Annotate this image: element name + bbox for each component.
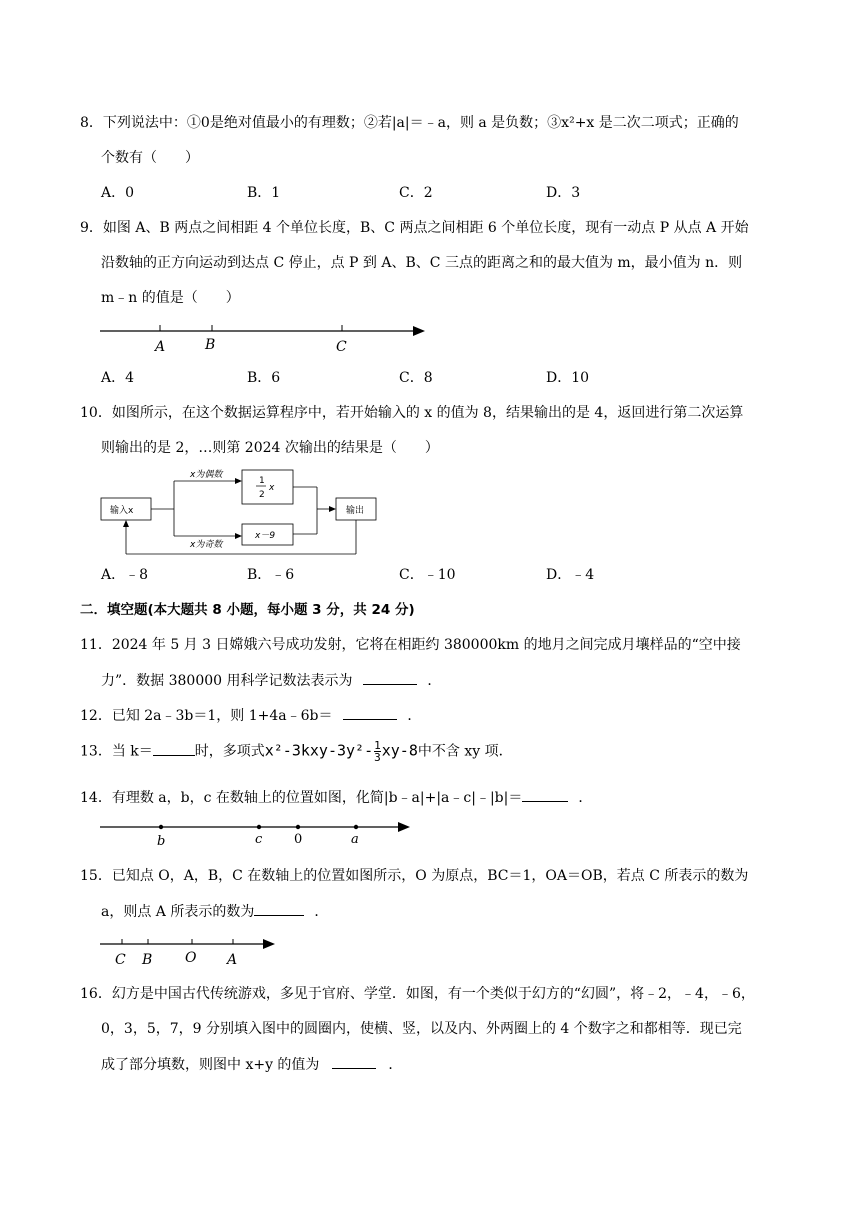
q13-expression-2: xy-8 bbox=[381, 741, 418, 760]
q10-option-d[interactable]: D．﹣4 bbox=[546, 567, 595, 583]
q8-line-1: 8．下列说法中：①0是绝对值最小的有理数；②若|a|＝﹣a，则 a 是负数；③x²+x 是二次二项式；正确的 bbox=[80, 115, 739, 131]
q10-option-c[interactable]: C．﹣10 bbox=[399, 567, 456, 583]
q15-label-c: C bbox=[115, 952, 126, 968]
q10-option-a[interactable]: A．﹣8 bbox=[101, 567, 149, 583]
q14-end: ． bbox=[578, 790, 593, 806]
q13-text-pre: 13．当 k＝ bbox=[80, 743, 153, 760]
flow-input-label: 输入x bbox=[110, 506, 134, 516]
q10-options bbox=[0, 565, 868, 585]
q8-line-2: 个数有（ ） bbox=[101, 150, 199, 166]
q13-fraction bbox=[374, 740, 381, 763]
q10-option-b[interactable]: B．﹣6 bbox=[247, 567, 295, 583]
q10-line-1: 10．如图所示，在这个数据运算程序中，若开始输入的 x 的值为 8，结果输出的是 4，返回进行第二次运算 bbox=[80, 405, 744, 421]
flow-half-den: 2 bbox=[259, 490, 265, 500]
q16-answer-blank[interactable] bbox=[332, 1054, 376, 1069]
q8-option-d[interactable]: D．3 bbox=[546, 185, 581, 201]
q13-line bbox=[80, 740, 513, 763]
q14-label-a: a bbox=[351, 832, 359, 847]
flow-minus-expr: x－9 bbox=[255, 531, 276, 541]
q9-line-2: 沿数轴的正方向运动到达点 C 停止，点 P 到 A、B、C 三点的距离之和的最大值为 m，最小值为 n．则 bbox=[101, 255, 743, 271]
q9-label-c: C bbox=[336, 339, 347, 355]
q12-end: ． bbox=[407, 708, 422, 724]
q13-text-post: 中不含 xy 项． bbox=[417, 743, 513, 760]
q9-label-b: B bbox=[205, 337, 216, 353]
q15-answer-blank[interactable] bbox=[254, 901, 304, 916]
q11-line-2-end: ． bbox=[427, 673, 442, 689]
q15-axis-arrow bbox=[263, 939, 275, 949]
q14-point-0 bbox=[296, 825, 300, 829]
q11-line-2-text: 力”．数据 380000 用科学记数法表示为 bbox=[101, 673, 353, 689]
q12-text: 12．已知 2a﹣3b＝1，则 1+4a﹣6b＝ bbox=[80, 708, 333, 724]
q8-options bbox=[0, 183, 868, 203]
q13-text-mid: 时，多项式 bbox=[194, 743, 265, 760]
q11-line-1: 11．2024 年 5 月 3 日嫦娥六号成功发射，它将在相距约 380000km 的地月之间完成月壤样品的“空中接 bbox=[80, 637, 741, 653]
q14-number-line bbox=[95, 815, 420, 851]
q12-line bbox=[80, 705, 421, 726]
q9-option-c[interactable]: C．8 bbox=[399, 370, 433, 386]
q14-label-c: c bbox=[255, 832, 263, 847]
q16-line-2: 0，3，5，7，9 分别填入图中的圆圈内，使横、竖，以及内、外两圈上的 4 个数字之和都相等．现已完 bbox=[101, 1021, 742, 1037]
q15-line-2-end: ． bbox=[314, 904, 329, 920]
q13-frac-den: 3 bbox=[374, 751, 381, 764]
q11-line-2 bbox=[101, 670, 441, 691]
flow-odd-label: x为奇数 bbox=[190, 540, 223, 550]
q14-point-a bbox=[354, 825, 358, 829]
q9-option-d[interactable]: D．10 bbox=[546, 370, 590, 386]
q14-axis-arrow bbox=[398, 822, 410, 832]
q16-line-3-text: 成了部分填数，则图中 x+y 的值为 bbox=[101, 1057, 320, 1073]
q9-number-line bbox=[95, 318, 435, 358]
q10-flowchart bbox=[98, 468, 388, 560]
q15-line-2 bbox=[101, 901, 328, 922]
q9-label-a: A bbox=[155, 339, 166, 355]
q8-option-b[interactable]: B．1 bbox=[247, 185, 281, 201]
q15-line-1: 15．已知点 O，A，B，C 在数轴上的位置如图所示，O 为原点，BC＝1，OA＝OB，若点 C 所表示的数为 bbox=[80, 868, 749, 884]
flow-half-num: 1 bbox=[259, 476, 265, 486]
q10-line-2: 则输出的是 2，…则第 2024 次输出的结果是（ ） bbox=[101, 440, 439, 456]
q15-line-2-text: a，则点 A 所表示的数为 bbox=[101, 904, 255, 920]
q14-line bbox=[80, 787, 592, 808]
q15-number-line bbox=[95, 933, 285, 969]
q16-line-3-end: ． bbox=[388, 1057, 403, 1073]
q12-answer-blank[interactable] bbox=[343, 705, 397, 720]
q13-frac-num: 1 bbox=[374, 739, 381, 752]
q9-axis-arrow bbox=[413, 326, 425, 336]
q14-point-c bbox=[257, 825, 261, 829]
q9-option-a[interactable]: A．4 bbox=[101, 370, 135, 386]
q13-answer-blank[interactable] bbox=[153, 741, 195, 756]
q16-line-1: 16．幻方是中国古代传统游戏，多见于官府、学堂．如图，有一个类似于幻方的“幻圆”，将﹣2，﹣4，﹣6， bbox=[80, 986, 755, 1002]
flow-output-label: 输出 bbox=[346, 506, 365, 516]
flow-half-var: x bbox=[269, 483, 275, 493]
flow-half-box bbox=[242, 470, 293, 504]
q14-text: 14．有理数 a，b，c 在数轴上的位置如图，化简|b﹣a|+|a﹣c|﹣|b|＝ bbox=[80, 790, 523, 806]
q15-label-o: O bbox=[185, 950, 197, 966]
q13-expression: x²-3kxy-3y²- bbox=[264, 741, 374, 760]
q9-line-1: 9．如图 A、B 两点之间相距 4 个单位长度，B、C 两点之间相距 6 个单位长度，现有一动点 P 从点 A 开始 bbox=[80, 220, 749, 236]
q14-label-b: b bbox=[157, 834, 166, 849]
q14-label-0: 0 bbox=[294, 832, 303, 847]
flow-even-label: x为偶数 bbox=[190, 470, 223, 480]
q8-option-c[interactable]: C．2 bbox=[399, 185, 433, 201]
q9-option-b[interactable]: B．6 bbox=[247, 370, 281, 386]
q15-label-b: B bbox=[142, 952, 153, 968]
q11-answer-blank[interactable] bbox=[363, 670, 417, 685]
q16-line-3 bbox=[101, 1054, 402, 1075]
q9-line-3: m﹣n 的值是（ ） bbox=[101, 290, 240, 306]
q8-option-a[interactable]: A．0 bbox=[101, 185, 135, 201]
section-2-title: 二．填空题(本大题共 8 小题，每小题 3 分，共 24 分) bbox=[80, 602, 415, 618]
q14-point-b bbox=[159, 825, 163, 829]
q15-label-a: A bbox=[227, 952, 238, 968]
q14-answer-blank[interactable] bbox=[522, 787, 568, 802]
q9-options bbox=[0, 368, 868, 388]
